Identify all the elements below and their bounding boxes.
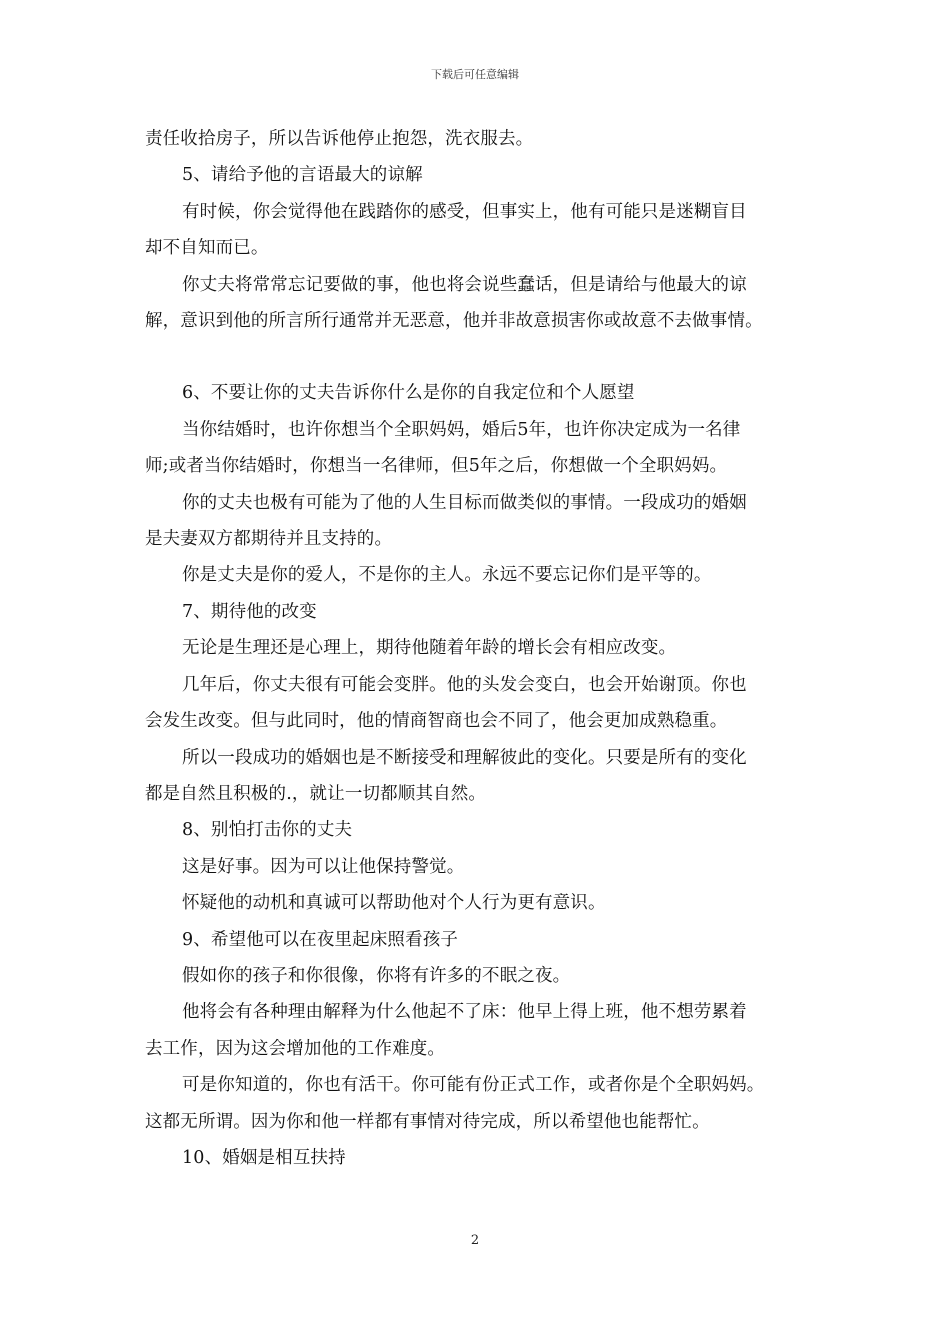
blank-line bbox=[145, 339, 825, 375]
section-heading: 5、请给予他的言语最大的谅解 bbox=[182, 165, 423, 186]
paragraph-line: 责任收拾房子，所以告诉他停止抱怨，洗衣服去。 bbox=[145, 129, 534, 149]
page-number: 2 bbox=[470, 1233, 480, 1248]
section-heading: 10、婚姻是相互扶持 bbox=[182, 1147, 346, 1168]
paragraph-line: 你的丈夫也极有可能为了他的人生目标而做类似的事情。一段成功的婚姻 bbox=[182, 492, 747, 513]
section-heading: 9、希望他可以在夜里起床照看孩子 bbox=[182, 929, 459, 950]
paragraph-line: 你是丈夫是你的爱人，不是你的主人。永远不要忘记你们是平等的。 bbox=[182, 565, 712, 586]
paragraph-line: 无论是生理还是心理上，期待他随着年龄的增长会有相应改变。 bbox=[182, 638, 677, 659]
paragraph-line: 去工作，因为这会增加他的工作难度。 bbox=[145, 1038, 446, 1059]
paragraph-line: 几年后，你丈夫很有可能会变胖。他的头发会变白，也会开始谢顶。你也 bbox=[182, 674, 747, 695]
paragraph-line: 有时候，你会觉得他在践踏你的感受，但事实上，他有可能只是迷糊盲目 bbox=[182, 201, 747, 222]
paragraph-line: 都是自然且积极的.，就让一切都顺其自然。 bbox=[145, 783, 487, 804]
section-heading: 7、期待他的改变 bbox=[182, 601, 317, 622]
document-body bbox=[145, 121, 825, 1176]
paragraph-line: 当你结婚时，也许你想当个全职妈妈，婚后5年，也许你决定成为一名律 bbox=[182, 419, 741, 440]
paragraph-line: 师;或者当你结婚时，你想当一名律师，但5年之后，你想做一个全职妈妈。 bbox=[145, 456, 728, 477]
paragraph-line: 会发生改变。但与此同时，他的情商智商也会不同了，他会更加成熟稳重。 bbox=[145, 711, 728, 732]
paragraph-line: 假如你的孩子和你很像，你将有许多的不眠之夜。 bbox=[182, 965, 571, 986]
section-heading: 6、不要让你的丈夫告诉你什么是你的自我定位和个人愿望 bbox=[182, 383, 635, 404]
paragraph-line: 解，意识到他的所言所行通常并无恶意，他并非故意损害你或故意不去做事情。 bbox=[145, 311, 763, 332]
paragraph-line: 你丈夫将常常忘记要做的事，他也将会说些蠢话，但是请给与他最大的谅 bbox=[182, 274, 747, 295]
section-heading: 8、别怕打击你的丈夫 bbox=[182, 820, 353, 841]
paragraph-line: 这都无所谓。因为你和他一样都有事情对待完成，所以希望他也能帮忙。 bbox=[145, 1111, 710, 1132]
paragraph-line: 是夫妻双方都期待并且支持的。 bbox=[145, 529, 393, 550]
page-header: 下载后可任意编辑 bbox=[431, 68, 519, 81]
paragraph-line: 他将会有各种理由解释为什么他起不了床：他早上得上班，他不想劳累着 bbox=[182, 1002, 747, 1023]
paragraph-line: 这是好事。因为可以让他保持警觉。 bbox=[182, 856, 465, 877]
paragraph-line: 可是你知道的，你也有活干。你可能有份正式工作，或者你是个全职妈妈。 bbox=[182, 1075, 765, 1096]
paragraph-line: 怀疑他的动机和真诚可以帮助他对个人行为更有意识。 bbox=[182, 893, 606, 914]
paragraph-line: 所以一段成功的婚姻也是不断接受和理解彼此的变化。只要是所有的变化 bbox=[182, 747, 747, 768]
paragraph-line: 却不自知而已。 bbox=[145, 238, 269, 259]
